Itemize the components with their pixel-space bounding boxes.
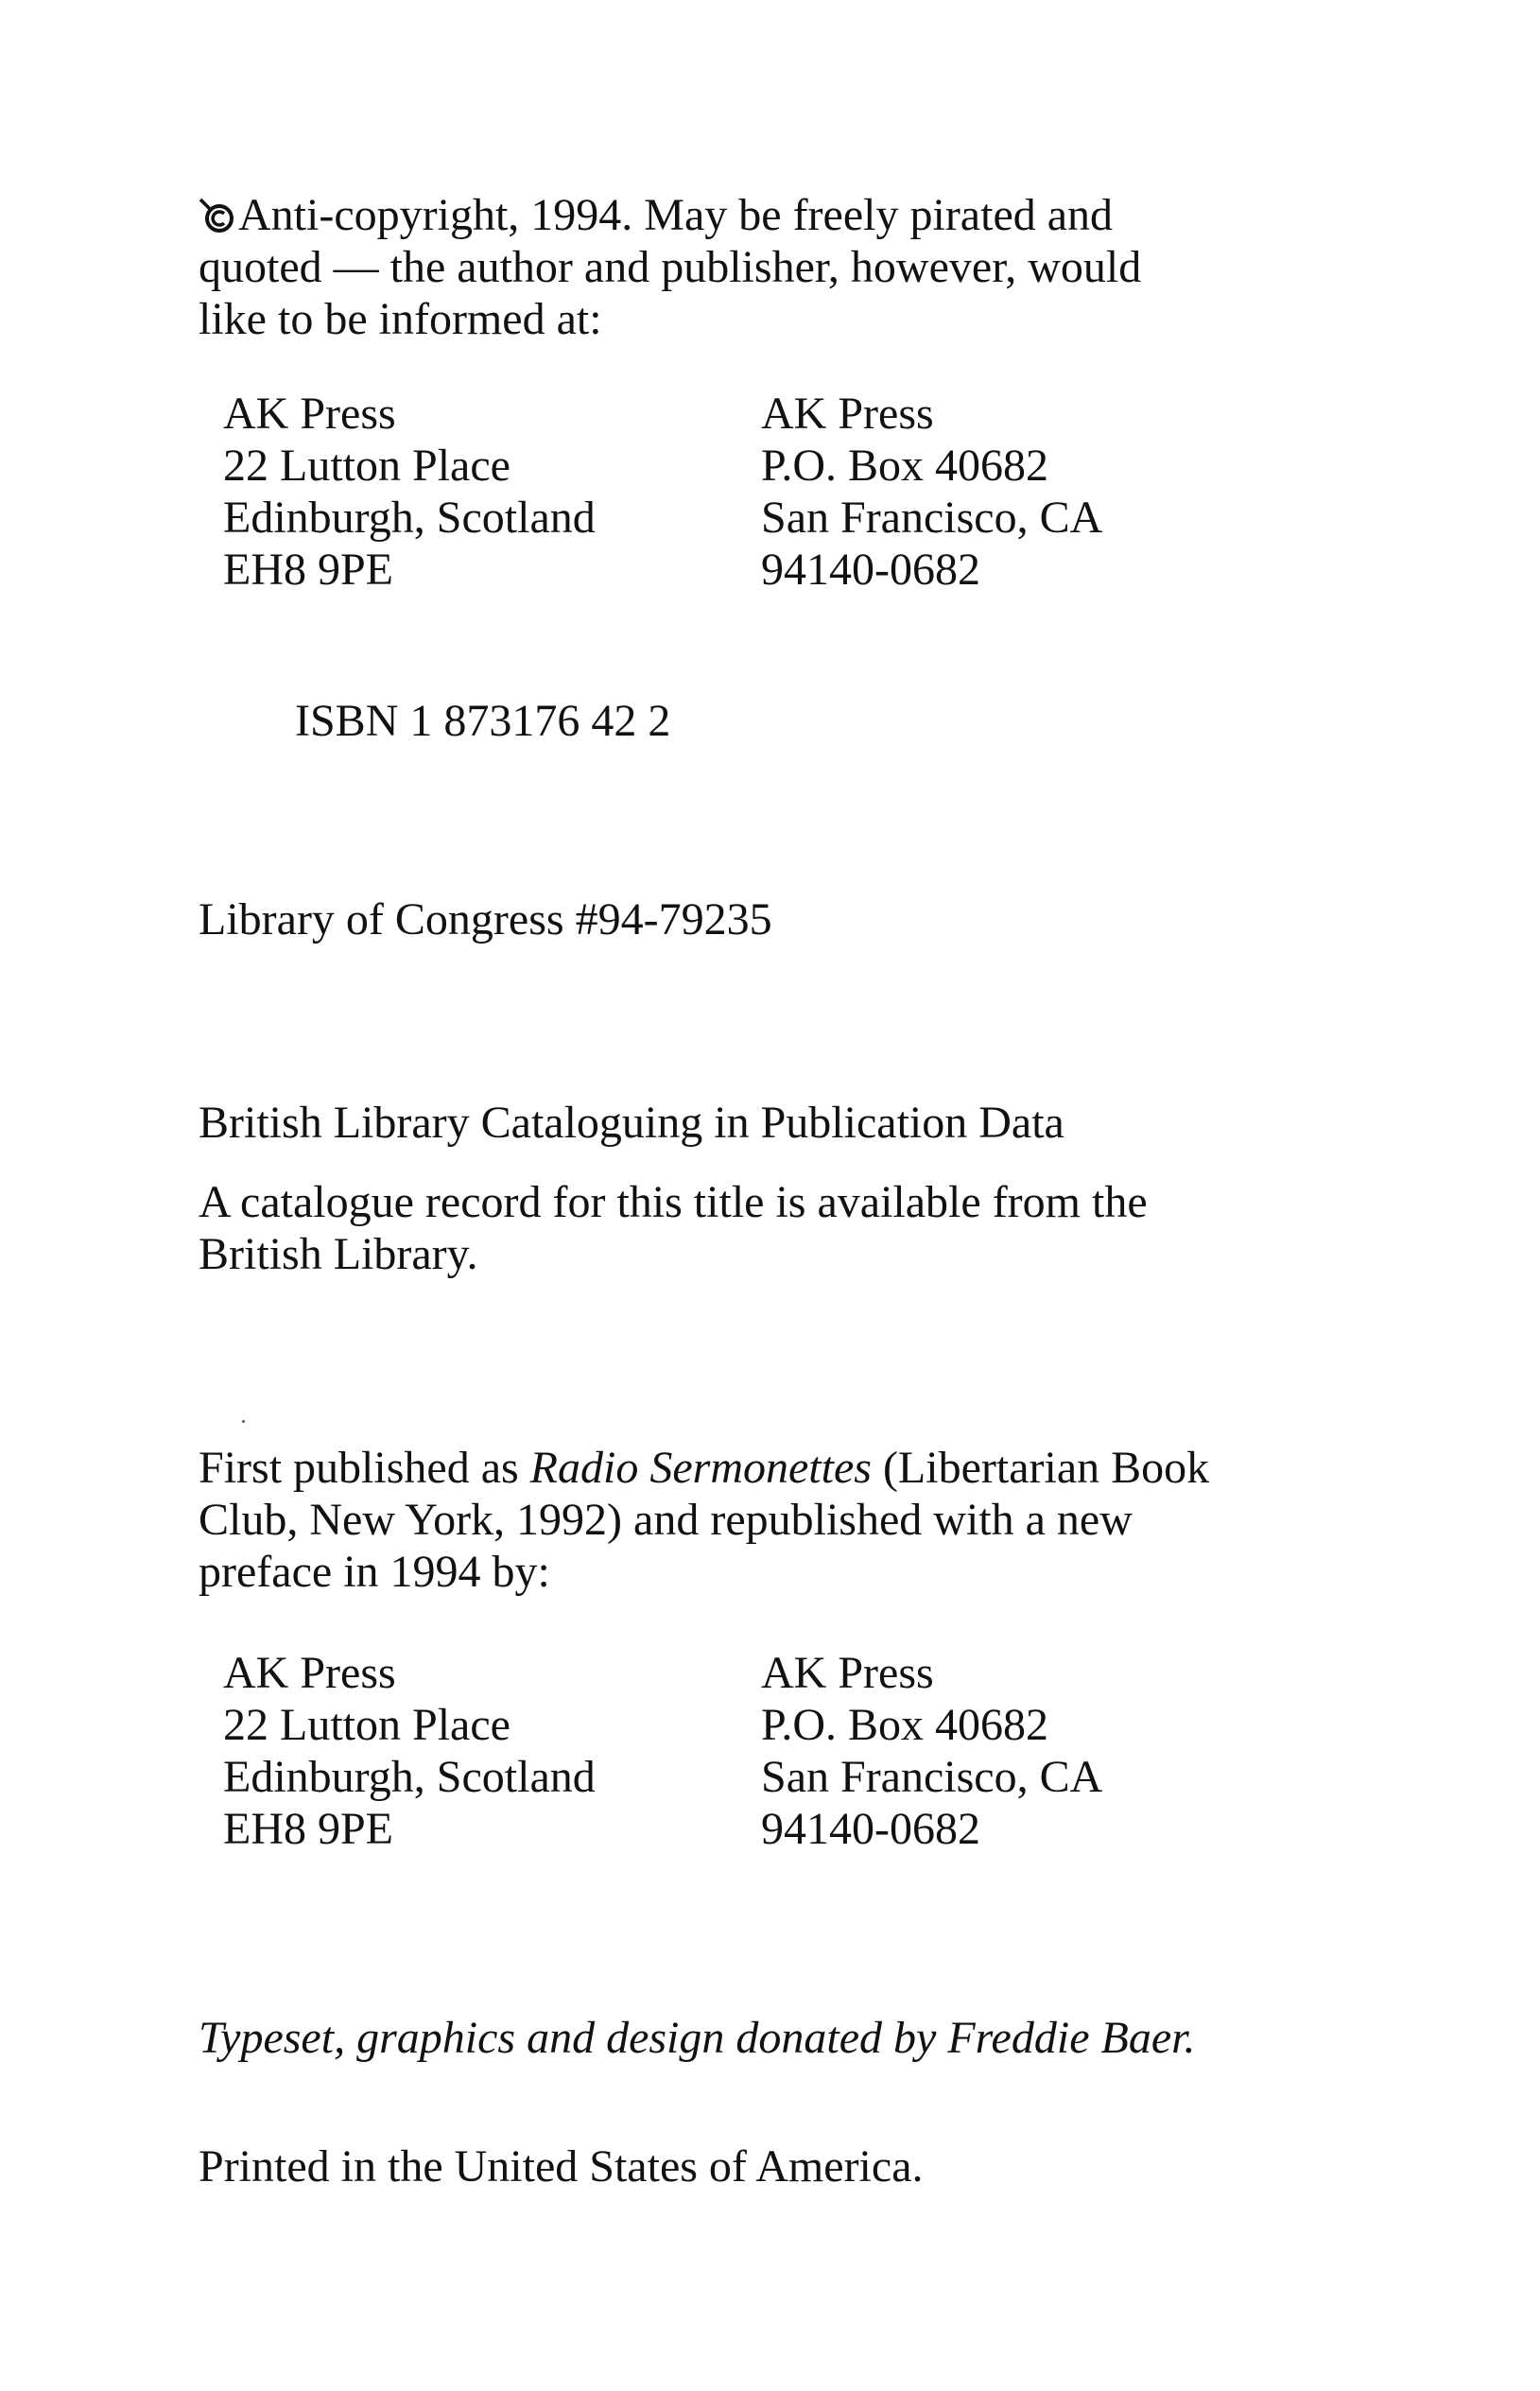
address-us-name: AK Press [761, 389, 934, 439]
stray-mark [242, 1420, 245, 1423]
address-us-2-zip: 94140-0682 [761, 1804, 980, 1854]
british-library-line-2: British Library. [199, 1229, 478, 1279]
publication-history-line-2: Club, New York, 1992) and republished with a new [199, 1495, 1133, 1545]
publication-history-line-1 [199, 1442, 1314, 1494]
original-book-title: Radio Sermonettes [529, 1443, 872, 1493]
address-us-2-pobox: P.O. Box 40682 [761, 1700, 1049, 1750]
address-uk-2-postcode: EH8 9PE [223, 1804, 393, 1854]
address-uk [223, 388, 734, 596]
address-uk-2-city: Edinburgh, Scotland [223, 1752, 596, 1802]
address-uk-2 [223, 1647, 734, 1855]
british-library-title: British Library Cataloguing in Publication Data [199, 1098, 1064, 1148]
anti-copyright-text-1: Anti-copyright, 1994. May be freely pirated and [238, 190, 1114, 240]
library-of-congress [199, 893, 1314, 945]
british-library-heading [199, 1097, 1314, 1149]
address-us [761, 388, 1272, 596]
address-uk-2-name: AK Press [223, 1648, 396, 1698]
address-us-2 [761, 1647, 1272, 1855]
anti-copyright-text-3: like to be informed at: [199, 294, 602, 344]
address-us-2-city: San Francisco, CA [761, 1752, 1103, 1802]
anti-copyright-text-2: quoted — the author and publisher, however, would [199, 242, 1142, 292]
address-uk-name: AK Press [223, 389, 396, 439]
address-us-2-name: AK Press [761, 1648, 934, 1698]
design-credit-text: Typeset, graphics and design donated by Freddie Baer. [199, 2013, 1196, 2063]
isbn-text: ISBN 1 873176 42 2 [295, 696, 671, 746]
address-us-zip: 94140-0682 [761, 545, 980, 595]
anti-copyright-line-1 [199, 189, 1314, 241]
isbn [295, 695, 1410, 747]
british-library-record [199, 1176, 1314, 1280]
design-credit [199, 2012, 1314, 2064]
publication-suffix: (Libertarian Book [871, 1443, 1210, 1493]
address-uk-city: Edinburgh, Scotland [223, 493, 596, 543]
address-us-pobox: P.O. Box 40682 [761, 441, 1049, 491]
anti-copyright-notice [199, 189, 1314, 345]
library-of-congress-text: Library of Congress #94-79235 [199, 894, 772, 944]
publication-prefix: First published as [199, 1443, 530, 1493]
printing-notice [199, 2140, 1314, 2192]
address-uk-postcode: EH8 9PE [223, 545, 393, 595]
publication-history-line-3: preface in 1994 by: [199, 1547, 550, 1597]
publication-history [199, 1442, 1314, 1598]
address-uk-2-street: 22 Lutton Place [223, 1700, 510, 1750]
british-library-line-1: A catalogue record for this title is available from the [199, 1177, 1148, 1227]
address-uk-street: 22 Lutton Place [223, 441, 510, 491]
anti-copyright-icon [199, 198, 236, 235]
address-us-city: San Francisco, CA [761, 493, 1103, 543]
printing-notice-text: Printed in the United States of America. [199, 2141, 924, 2192]
